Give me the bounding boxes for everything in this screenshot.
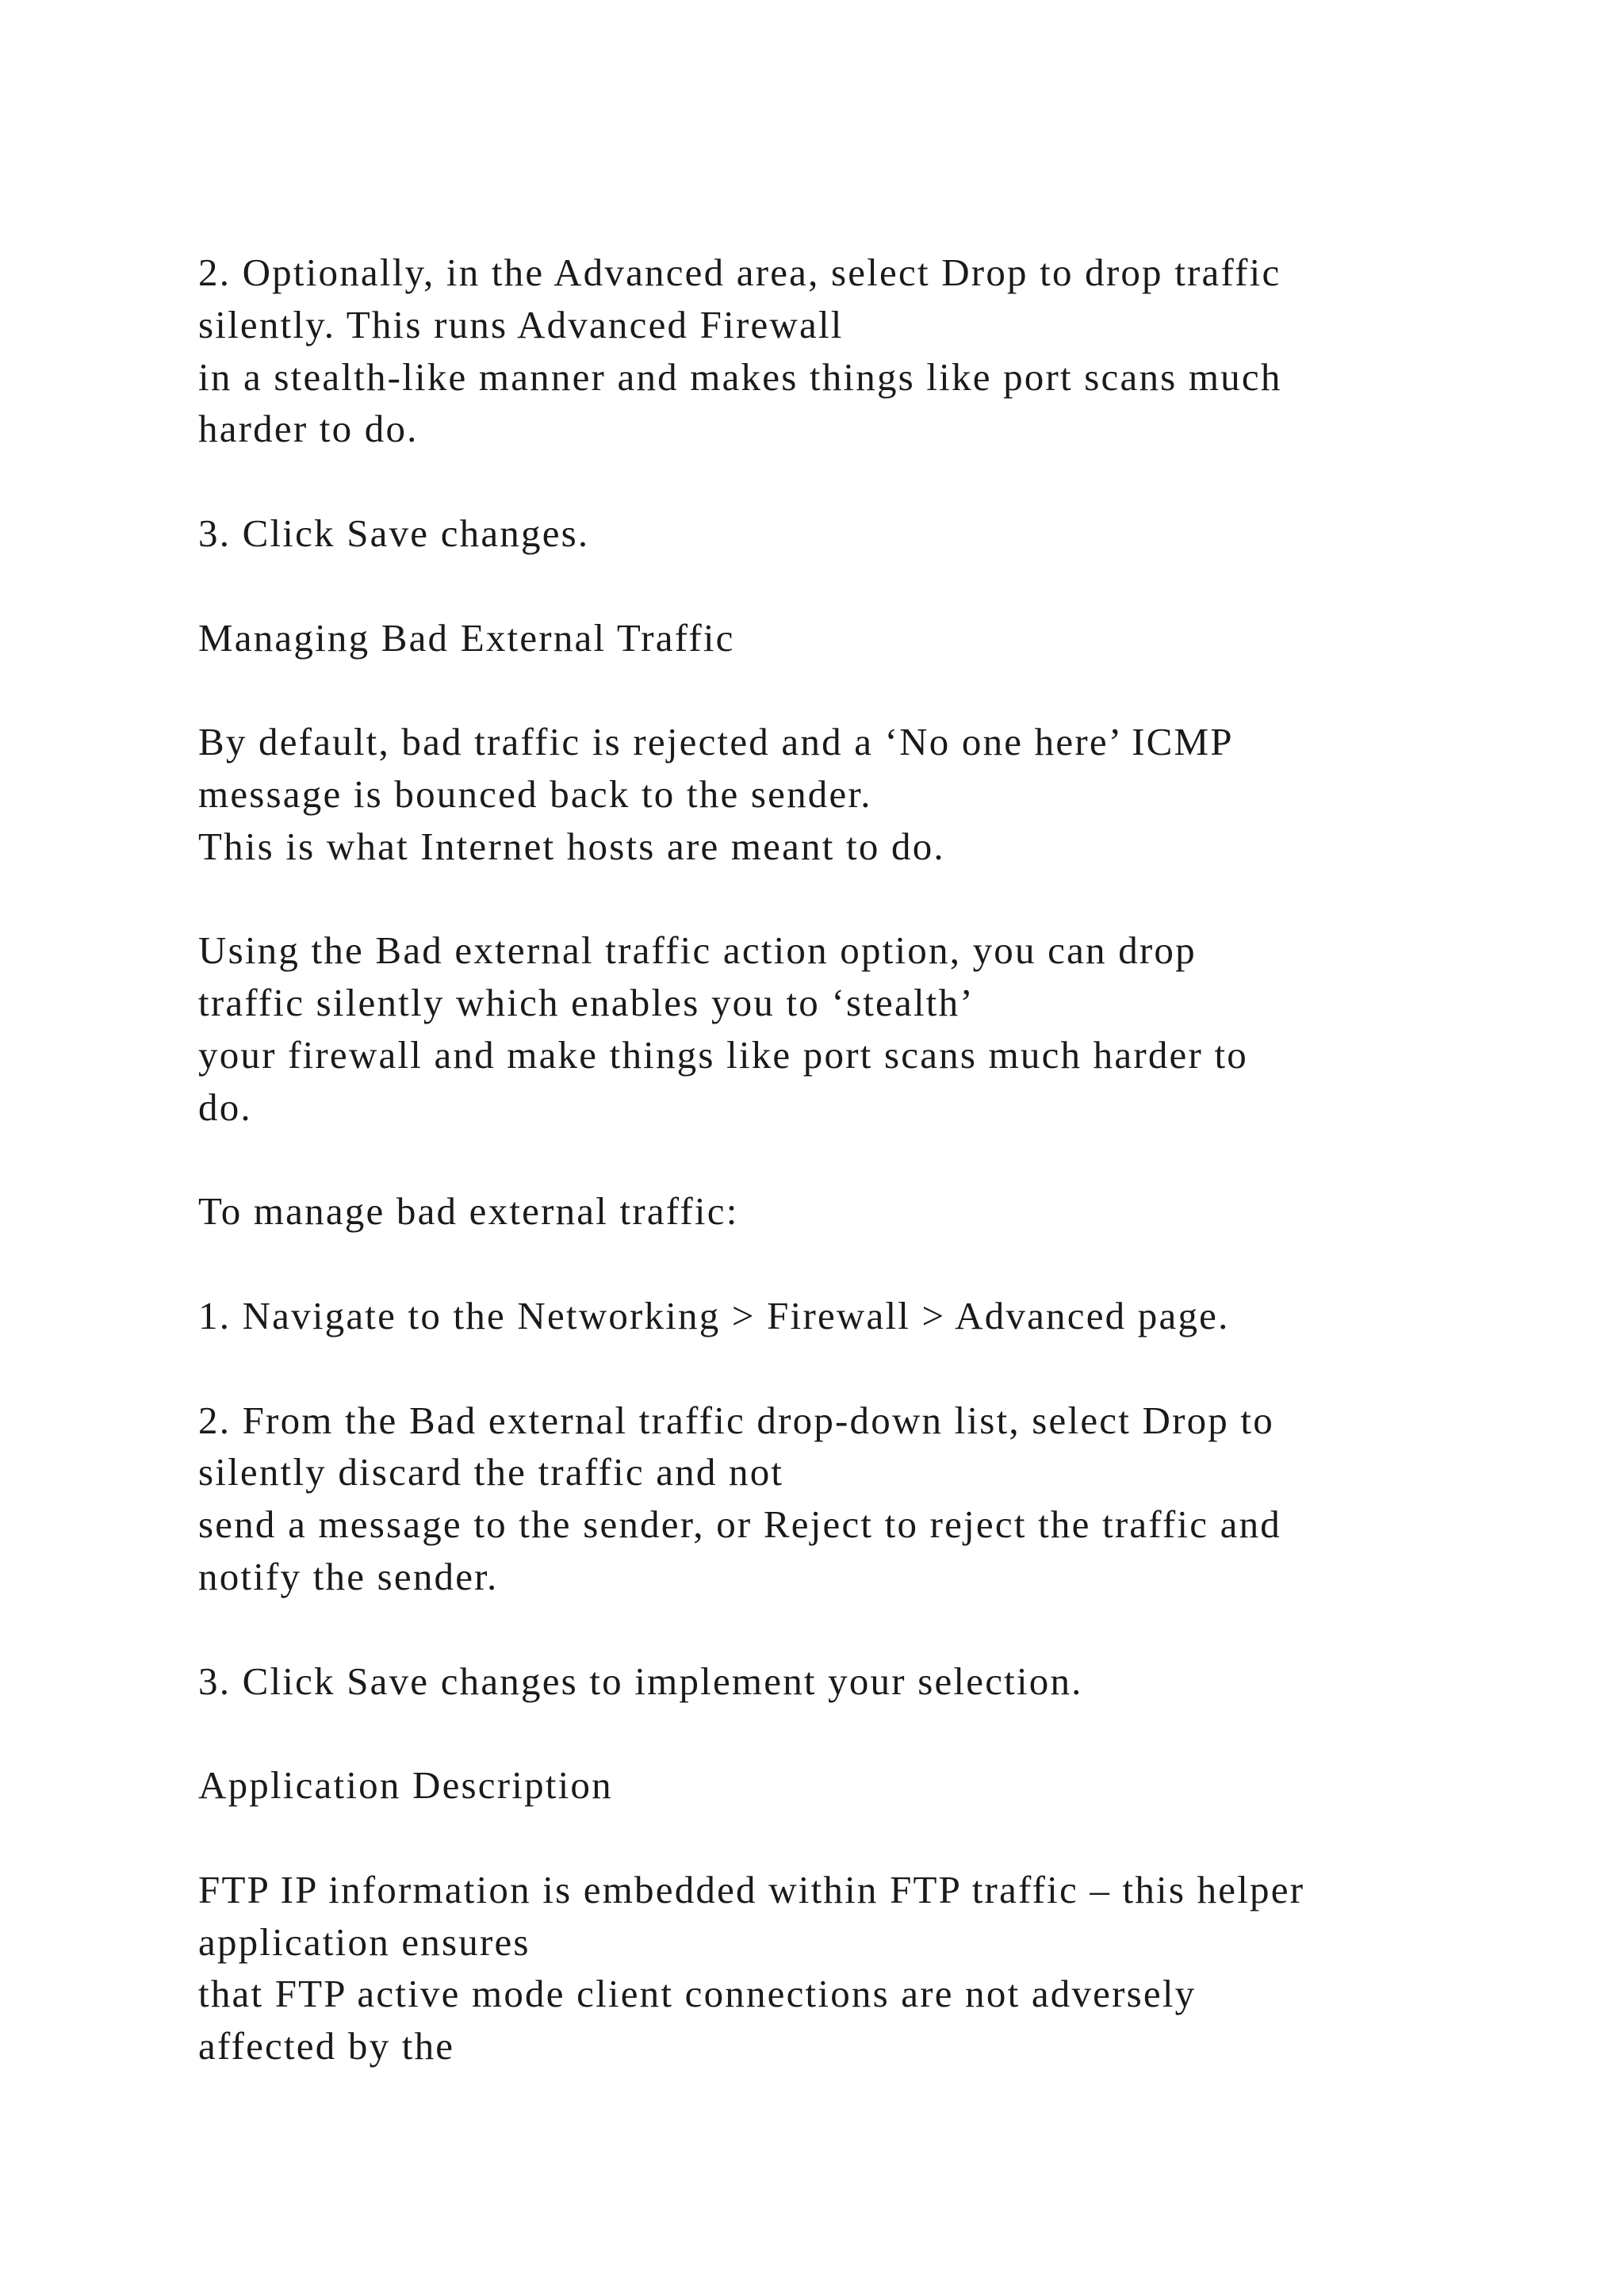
text-line: Using the Bad external traffic action option, you can drop <box>198 928 1197 973</box>
blank-line <box>198 1707 1530 1759</box>
text-line: 3. Click Save changes. <box>198 511 590 555</box>
text-line: By default, bad traffic is rejected and a ‘No one here’ ICMP <box>198 720 1234 764</box>
blank-line <box>198 1603 1530 1655</box>
text-line: FTP IP information is embedded within FTP traffic – this helper <box>198 1867 1305 1911</box>
text-line: 2. From the Bad external traffic drop-down list, select Drop to <box>198 1398 1274 1442</box>
text-line: do. <box>198 1085 252 1129</box>
blank-line <box>198 664 1530 716</box>
text-line: send a message to the sender, or Reject to reject the traffic and <box>198 1502 1281 1547</box>
text-line: 3. Click Save changes to implement your selection. <box>198 1659 1083 1703</box>
blank-line <box>198 873 1530 925</box>
section-heading: Managing Bad External Traffic <box>198 615 735 660</box>
text-line: harder to do. <box>198 407 419 451</box>
blank-line <box>198 455 1530 507</box>
blank-line <box>198 1812 1530 1864</box>
text-line: This is what Internet hosts are meant to do. <box>198 824 945 868</box>
section-heading: Application Description <box>198 1763 613 1808</box>
text-line: notify the sender. <box>198 1554 499 1598</box>
text-line: silently discard the traffic and not <box>198 1450 784 1494</box>
text-line: silently. This runs Advanced Firewall <box>198 302 844 346</box>
text-line: in a stealth-like manner and makes things like port scans much <box>198 354 1282 399</box>
text-line: 1. Navigate to the Networking > Firewall > Advanced page. <box>198 1293 1230 1337</box>
text-line: traffic silently which enables you to ‘stealth’ <box>198 981 975 1025</box>
text-line: 2. Optionally, in the Advanced area, select Drop to drop traffic <box>198 251 1281 294</box>
text-line: application ensures <box>198 1919 530 1964</box>
text-line: message is bounced back to the sender. <box>198 771 872 816</box>
text-line: your firewall and make things like port scans much harder to <box>198 1032 1248 1077</box>
blank-line <box>198 1134 1530 1186</box>
blank-line <box>198 560 1530 612</box>
text-line: affected by the <box>198 2024 455 2068</box>
document-text <box>198 247 1530 2072</box>
text-line: To manage bad external traffic: <box>198 1189 739 1234</box>
text-line: that FTP active mode client connections are not adversely <box>198 1972 1197 2016</box>
blank-line <box>198 1342 1530 1395</box>
blank-line <box>198 1238 1530 1290</box>
